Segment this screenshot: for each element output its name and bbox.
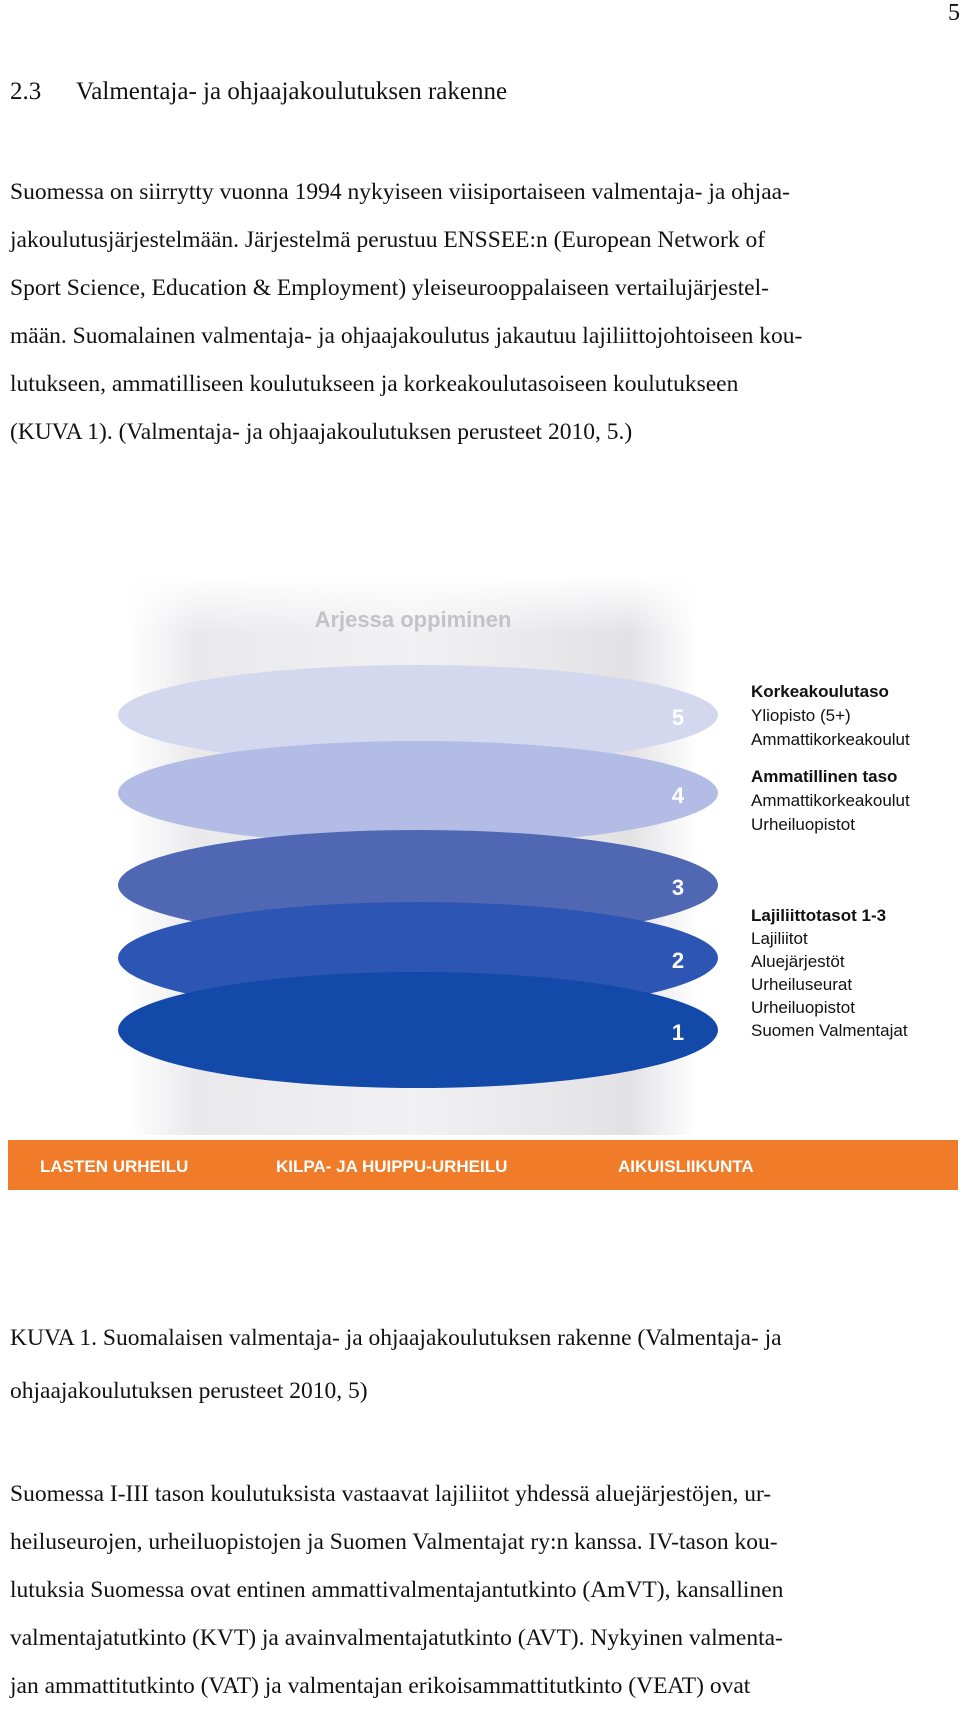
level-group-korkeakoulutaso [751, 682, 910, 749]
paragraph-line: Sport Science, Education & Employment) yleiseurooppalaiseen vertailujärjestel- [10, 275, 769, 301]
paragraph-line: (KUVA 1). (Valmentaja- ja ohjaajakoulutuksen perusteet 2010, 5.) [10, 419, 633, 445]
group-title: Korkeakoulutaso [751, 682, 889, 701]
group-item: Urheiluseurat [751, 975, 853, 994]
group-item: Urheiluopistot [751, 998, 855, 1017]
bottom-bar [8, 1140, 958, 1190]
level-group-ammatillinen [751, 767, 910, 834]
paragraph-line: jan ammattitutkinto (VAT) ja valmentajan erikoisammattitutkinto (VEAT) ovat [10, 1673, 751, 1699]
group-title: Lajiliittotasot 1-3 [751, 906, 887, 925]
caption-line: ohjaajakoulutuksen perusteet 2010, 5) [10, 1378, 368, 1404]
section-number: 2.3 [10, 78, 42, 105]
body-paragraph [10, 1470, 945, 1710]
level-disc-1 [118, 972, 718, 1088]
intro-paragraph [10, 168, 945, 456]
group-item: Lajiliitot [751, 929, 808, 948]
level-number: 2 [671, 948, 685, 973]
level-number: 1 [671, 1020, 685, 1045]
paragraph-line: jakoulutusjärjestelmään. Järjestelmä perustuu ENSSEE:n (European Network of [10, 227, 766, 253]
paragraph-line: Suomessa I-III tason koulutuksista vastaavat lajiliitot yhdessä aluejärjestöjen, ur- [10, 1481, 772, 1507]
paragraph-line: lutuksia Suomessa ovat entinen ammattivalmentajantutkinto (AmVT), kansallinen [10, 1577, 784, 1603]
section-title: Valmentaja- ja ohjaajakoulutuksen rakenne [76, 78, 508, 105]
group-item: Ammattikorkeakoulut [751, 791, 910, 810]
page-number: 5 [948, 0, 960, 26]
paragraph-line: heiluseurojen, urheiluopistojen ja Suomen Valmentajat ry:n kanssa. IV-tason kou- [10, 1529, 778, 1555]
level-group-lajiliitto [751, 906, 908, 1040]
caption-line: KUVA 1. Suomalaisen valmentaja- ja ohjaajakoulutuksen rakenne (Valmentaja- ja [10, 1325, 782, 1351]
bar-label-aikuisliikunta: AIKUISLIIKUNTA [618, 1157, 754, 1176]
bar-label-lasten-urheilu: LASTEN URHEILU [40, 1157, 189, 1176]
group-item: Aluejärjestöt [751, 952, 845, 971]
section-heading [10, 78, 507, 106]
paragraph-line: valmentajatutkinto (KVT) ja avainvalmentajatutkinto (AVT). Nykyinen valmenta- [10, 1625, 783, 1651]
level-disc-4 [118, 741, 718, 845]
group-item: Ammattikorkeakoulut [751, 730, 910, 749]
disc-shape [118, 741, 718, 845]
paragraph-line: mään. Suomalainen valmentaja- ja ohjaajakoulutus jakautuu lajiliittojohtoiseen kou- [10, 323, 803, 349]
group-item: Suomen Valmentajat [751, 1021, 908, 1040]
level-number: 4 [671, 783, 685, 808]
group-title: Ammatillinen taso [751, 767, 898, 786]
coaching-structure-figure [8, 575, 958, 1195]
group-item: Yliopisto (5+) [751, 706, 851, 725]
disc-shape [118, 972, 718, 1088]
bar-label-kilpa-urheilu: KILPA- JA HUIPPU-URHEILU [276, 1157, 508, 1176]
paragraph-line: Suomessa on siirrytty vuonna 1994 nykyiseen viisiportaiseen valmentaja- ja ohjaa- [10, 179, 790, 205]
level-number: 3 [671, 875, 685, 900]
paragraph-line: lutukseen, ammatilliseen koulutukseen ja korkeakoulutasoiseen koulutukseen [10, 371, 739, 397]
figure-caption [10, 1312, 782, 1418]
group-item: Urheiluopistot [751, 815, 855, 834]
level-number: 5 [671, 705, 685, 730]
top-label: Arjessa oppiminen [314, 607, 512, 632]
